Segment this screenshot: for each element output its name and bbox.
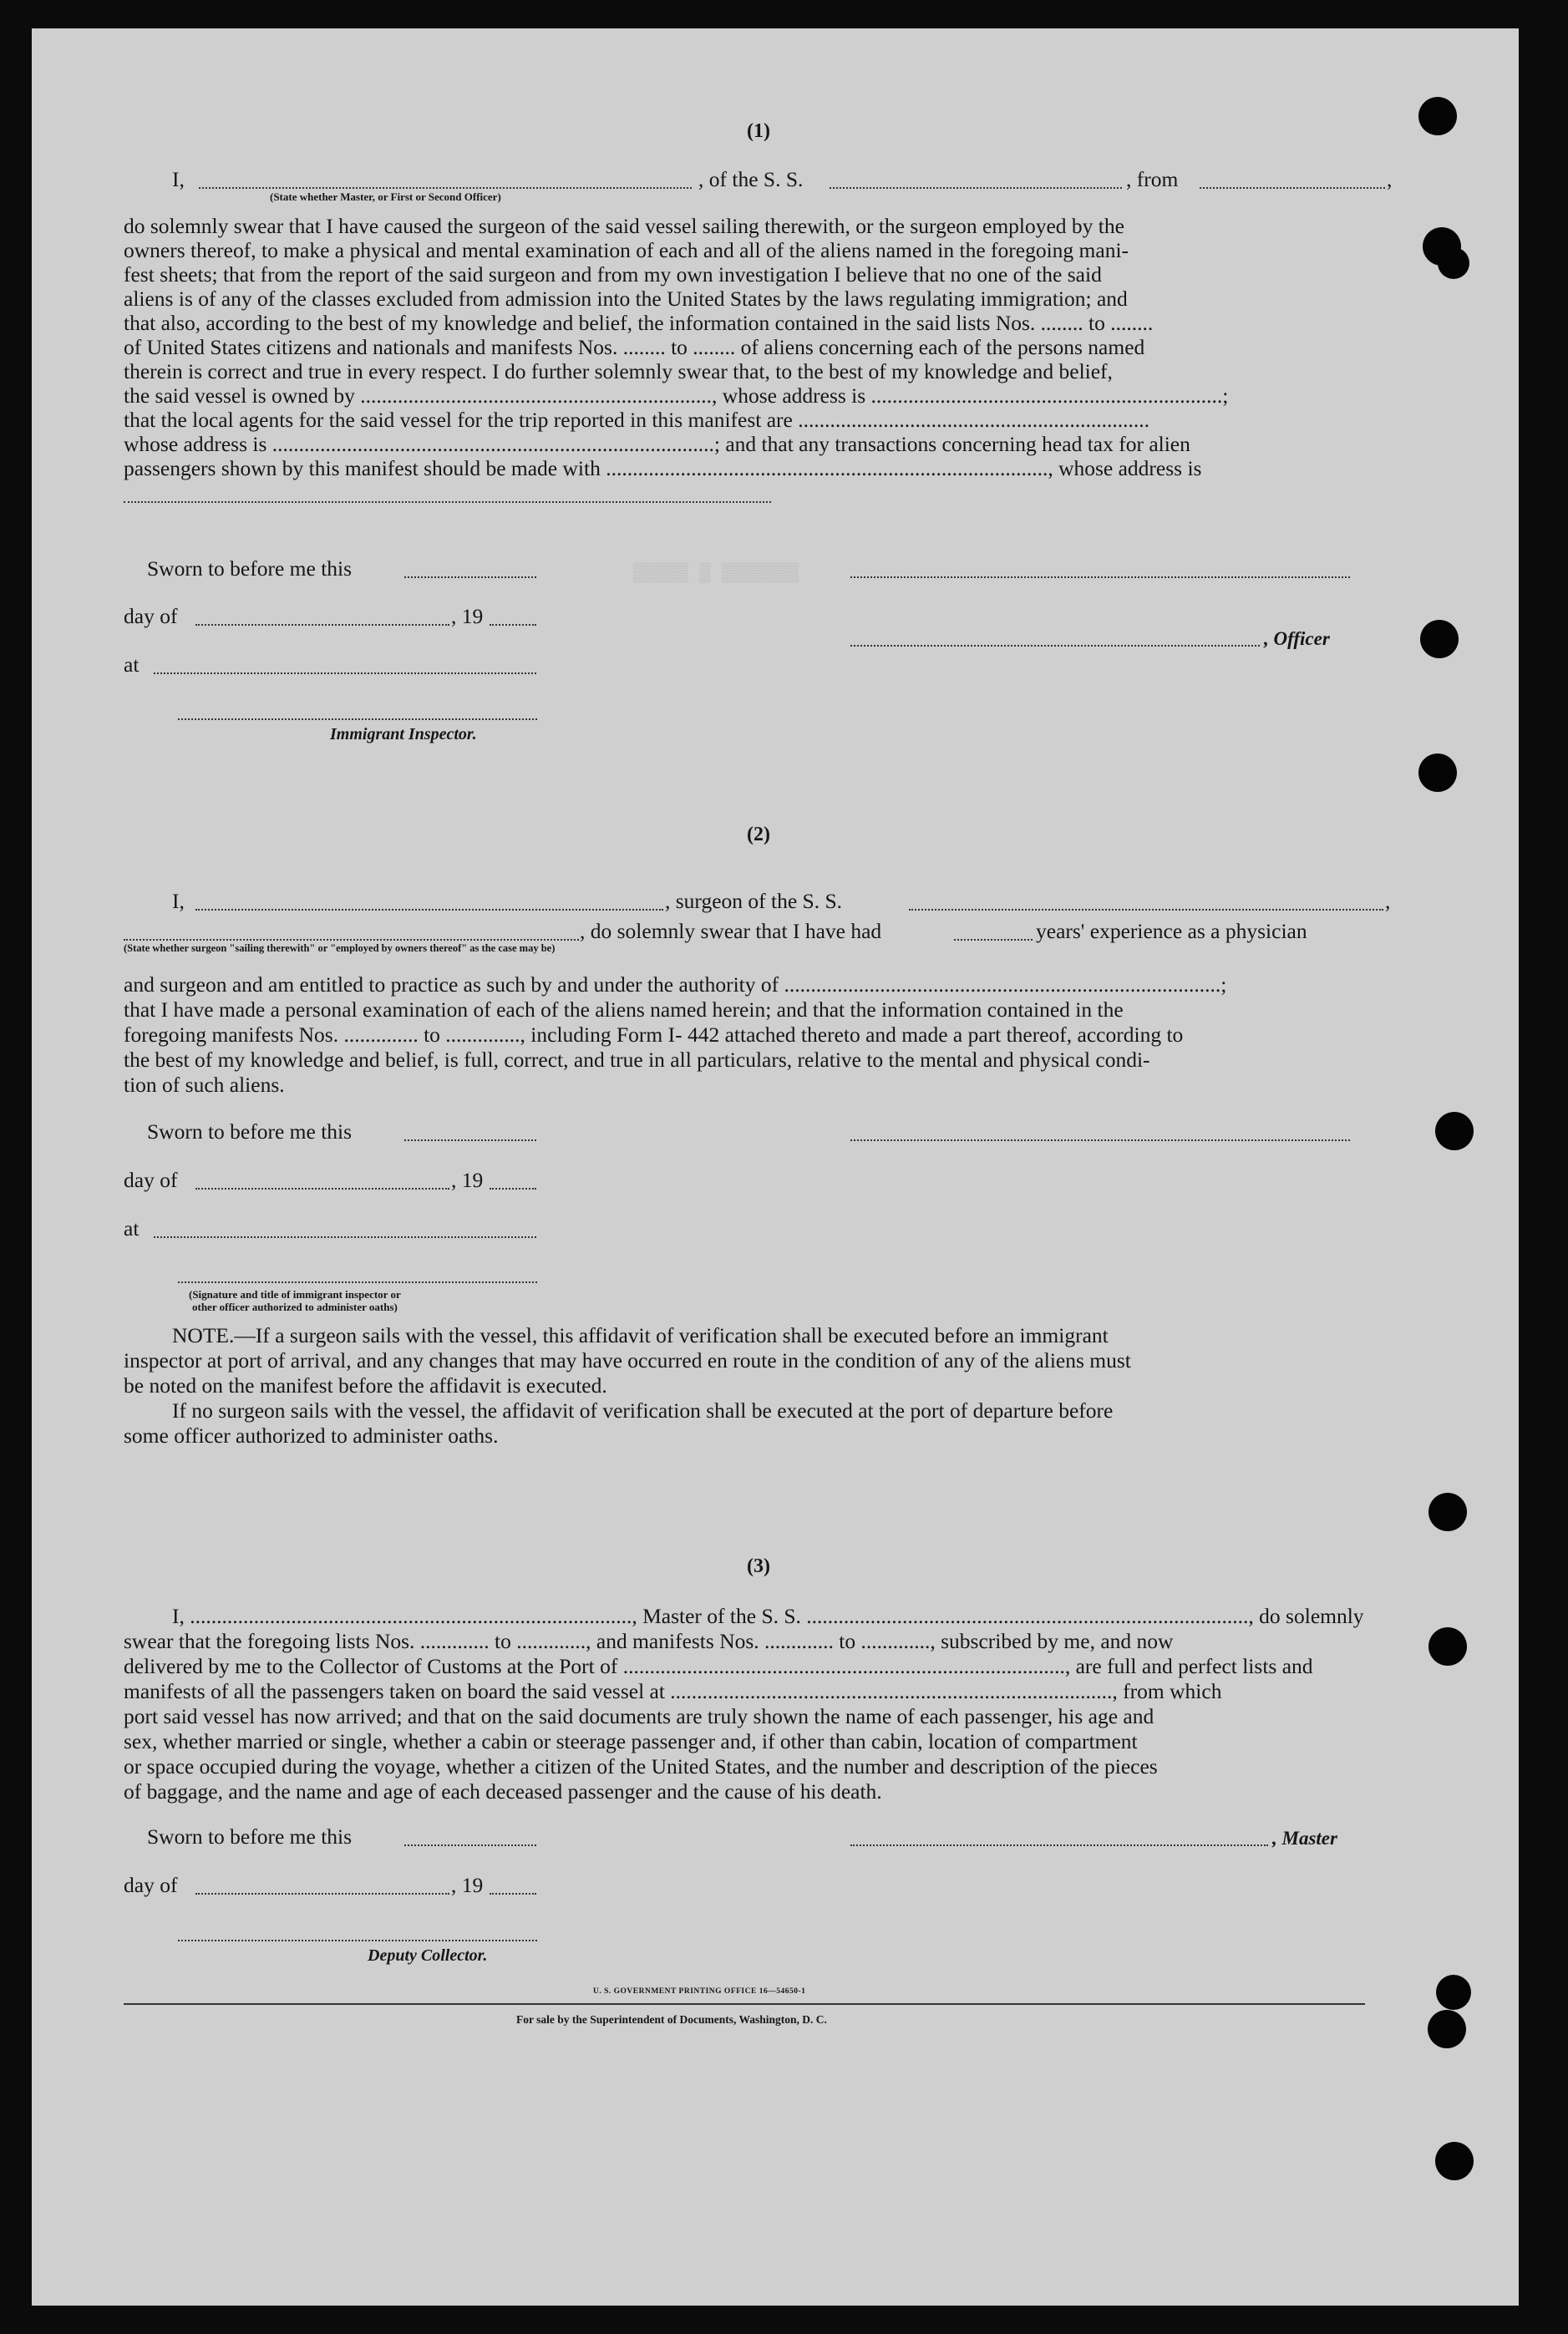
punch-hole — [1428, 1627, 1467, 1666]
s1-body-line-4: aliens is of any of the classes excluded from admission into the United States by the laws regulating immigration; and — [124, 287, 1128, 311]
s1-body-line-7: therein is correct and true in every respect. I do further solemnly swear that, to the best of my knowledge and belief, — [124, 359, 1113, 383]
s2-body-line-5: tion of such aliens. — [124, 1073, 285, 1097]
s1-agent-address-field[interactable] — [124, 501, 771, 503]
s1-rank-caption: (State whether Master, or First or Second Officer) — [270, 190, 501, 203]
s2-type-caption: (State whether surgeon "sailing therewith" or "employed by owners thereof" as the case may be) — [124, 942, 556, 954]
s1-sworn-field[interactable] — [404, 576, 536, 578]
s1-officer-label: , Officer — [1264, 628, 1330, 649]
punch-hole — [1435, 1112, 1474, 1150]
s1-body-line-9: that the local agents for the said vessel for the trip reported in this manifest are .................................................................. — [124, 408, 1149, 432]
punch-hole — [1438, 247, 1469, 279]
s2-vessel-name-field[interactable] — [909, 909, 1383, 911]
s3-body-line-1: I, ..................................................................................., Master of the S. S. ..................................................................................., do solemnly — [172, 1604, 1364, 1628]
punch-hole — [1435, 2142, 1474, 2180]
s3-body-line-7: or space occupied during the voyage, whether a citizen of the United States, and the number and description of the pieces — [124, 1754, 1158, 1778]
s1-day-label: day of — [124, 604, 178, 628]
note-line-4: If no surgeon sails with the vessel, the affidavit of verification shall be executed at the port of departure before — [172, 1398, 1114, 1423]
s2-year-field[interactable] — [490, 1188, 536, 1190]
s3-master-label: , Master — [1272, 1828, 1337, 1849]
s3-body-line-2: swear that the foregoing lists Nos. ............. to ............., and manifests Nos. ............. to ............., subscribed by me, and now — [124, 1629, 1174, 1653]
punch-hole — [1418, 97, 1457, 135]
s3-year-field[interactable] — [490, 1893, 536, 1895]
s2-sworn-field[interactable] — [404, 1139, 536, 1141]
s3-master-signature-line[interactable] — [850, 1844, 1268, 1846]
printing-office-imprint: U. S. GOVERNMENT PRINTING OFFICE 16—54650-1 — [593, 1987, 806, 1996]
s1-day-field[interactable] — [195, 624, 449, 626]
s3-body-line-5: port said vessel has now arrived; and that on the said documents are truly shown the name of each passenger, his age and — [124, 1704, 1154, 1728]
s1-inspector-signature-line[interactable] — [178, 718, 537, 720]
s1-at-label: at — [124, 652, 140, 677]
s2-years-field[interactable] — [954, 939, 1033, 941]
s2-body-line-1: and surgeon and am entitled to practice as such by and under the authority of ..................................................................................; — [124, 972, 1227, 997]
s1-officer-title-line[interactable] — [850, 645, 1260, 647]
s2-body-line-2: that I have made a personal examination of each of the aliens named herein; and that the information contained in the — [124, 997, 1124, 1022]
note-line-2: inspector at port of arrival, and any changes that may have occurred en route in the condition of any of the aliens must — [124, 1348, 1131, 1372]
s3-year-label: , 19 — [451, 1873, 484, 1897]
s1-of-ss-label: , of the S. S. — [698, 167, 804, 191]
punch-hole — [1428, 1493, 1467, 1531]
note-line-5: some officer authorized to administer oaths. — [124, 1423, 499, 1448]
s2-day-field[interactable] — [195, 1188, 449, 1190]
s1-from-label: , from — [1126, 167, 1179, 191]
s3-body-line-4: manifests of all the passengers taken on board the said vessel at ..................................................................................., from which — [124, 1679, 1222, 1703]
bleed-through-ghost: ▒▒▒▒▒ ▒ ▒▒▒▒▒▒▒ — [633, 563, 799, 584]
s2-surgeon-of-ss-label: , surgeon of the S. S. — [665, 889, 843, 913]
punch-hole — [1436, 1975, 1471, 2010]
punch-hole — [1418, 753, 1457, 792]
s2-sig-caption-1: (Signature and title of immigrant inspector or — [189, 1288, 401, 1301]
note-line-3: be noted on the manifest before the affidavit is executed. — [124, 1373, 607, 1398]
s3-day-label: day of — [124, 1873, 178, 1897]
section-3-number: (3) — [747, 1555, 770, 1577]
s1-body-line-6: of United States citizens and nationals and manifests Nos. ........ to ........ of aliens concerning each of the persons named — [124, 335, 1145, 359]
s1-line1-prefix: I, — [172, 167, 185, 191]
s1-vessel-name-field[interactable] — [830, 187, 1122, 189]
s2-surgeon-type-field[interactable] — [124, 939, 579, 941]
s3-collector-signature-line[interactable] — [178, 1940, 537, 1941]
s2-body-line-3: foregoing manifests Nos. .............. to .............., including Form I- 442 attached thereto and made a part thereof, according to — [124, 1022, 1184, 1047]
s1-year-label: , 19 — [451, 604, 484, 628]
s2-line1-end: , — [1385, 889, 1391, 913]
s1-inspector-label: Immigrant Inspector. — [330, 725, 477, 743]
s2-years-label: years' experience as a physician — [1036, 919, 1307, 943]
s3-day-field[interactable] — [195, 1893, 449, 1895]
s1-sworn-label: Sworn to before me this — [147, 556, 353, 581]
s2-officer-signature-line[interactable] — [178, 1281, 537, 1283]
s1-at-field[interactable] — [154, 672, 536, 674]
s2-year-label: , 19 — [451, 1168, 484, 1192]
s1-officer-signature-line[interactable] — [850, 576, 1350, 578]
form-page — [32, 28, 1519, 2306]
punch-hole — [1420, 620, 1459, 658]
s1-body-line-10: whose address is ...................................................................................; and that any transactions concerning head tax for alien — [124, 432, 1190, 456]
s1-officer-rank-field[interactable] — [199, 187, 692, 189]
s1-body-line-3: fest sheets; that from the report of the said surgeon and from my own investigation I believe that no one of the said — [124, 262, 1102, 287]
s2-at-field[interactable] — [154, 1236, 536, 1238]
s2-swear-label: , do solemnly swear that I have had — [580, 919, 882, 943]
s2-line1-prefix: I, — [172, 889, 185, 913]
s2-surgeon-signature-line[interactable] — [850, 1139, 1350, 1141]
s3-sworn-label: Sworn to before me this — [147, 1824, 353, 1849]
s1-year-field[interactable] — [490, 624, 536, 626]
s1-body-line-1: do solemnly swear that I have caused the surgeon of the said vessel sailing therewith, or the surgeon employed by the — [124, 214, 1124, 238]
s3-body-line-3: delivered by me to the Collector of Customs at the Port of ..................................................................................., are full and perfect lists and — [124, 1654, 1313, 1678]
s2-at-label: at — [124, 1216, 140, 1241]
s1-line1-end: , — [1387, 167, 1393, 191]
s3-sworn-field[interactable] — [404, 1844, 536, 1846]
s1-from-port-field[interactable] — [1200, 187, 1385, 189]
s2-day-label: day of — [124, 1168, 178, 1192]
footer-rule — [124, 2003, 1365, 2005]
punch-hole — [1428, 2010, 1466, 2048]
s2-surgeon-name-field[interactable] — [195, 909, 663, 911]
s3-body-line-6: sex, whether married or single, whether a cabin or steerage passenger and, if other than cabin, location of compartment — [124, 1729, 1138, 1753]
note-line-1: NOTE.—If a surgeon sails with the vessel, this affidavit of verification shall be executed before an immigrant — [172, 1323, 1109, 1347]
s3-body-line-8: of baggage, and the name and age of each deceased passenger and the cause of his death. — [124, 1779, 882, 1804]
s1-body-line-11: passengers shown by this manifest should be made with ..................................................................................., whose address is — [124, 456, 1202, 480]
section-2-number: (2) — [747, 824, 770, 845]
section-1-number: (1) — [747, 120, 770, 142]
s1-body-line-5: that also, according to the best of my knowledge and belief, the information contained in the said lists Nos. ........ to ........ — [124, 311, 1154, 335]
s3-collector-label: Deputy Collector. — [368, 1946, 488, 1965]
s1-body-line-8: the said vessel is owned by .................................................................., whose address is ..................................................................; — [124, 383, 1229, 408]
sale-notice: For sale by the Superintendent of Documents, Washington, D. C. — [516, 2013, 827, 2026]
s1-body-line-2: owners thereof, to make a physical and mental examination of each and all of the aliens named in the foregoing mani- — [124, 238, 1129, 262]
s2-sig-caption-2: other officer authorized to administer oaths) — [192, 1301, 398, 1313]
s2-sworn-label: Sworn to before me this — [147, 1119, 353, 1144]
s2-body-line-4: the best of my knowledge and belief, is full, correct, and true in all particulars, relative to the mental and physical condi- — [124, 1048, 1150, 1072]
